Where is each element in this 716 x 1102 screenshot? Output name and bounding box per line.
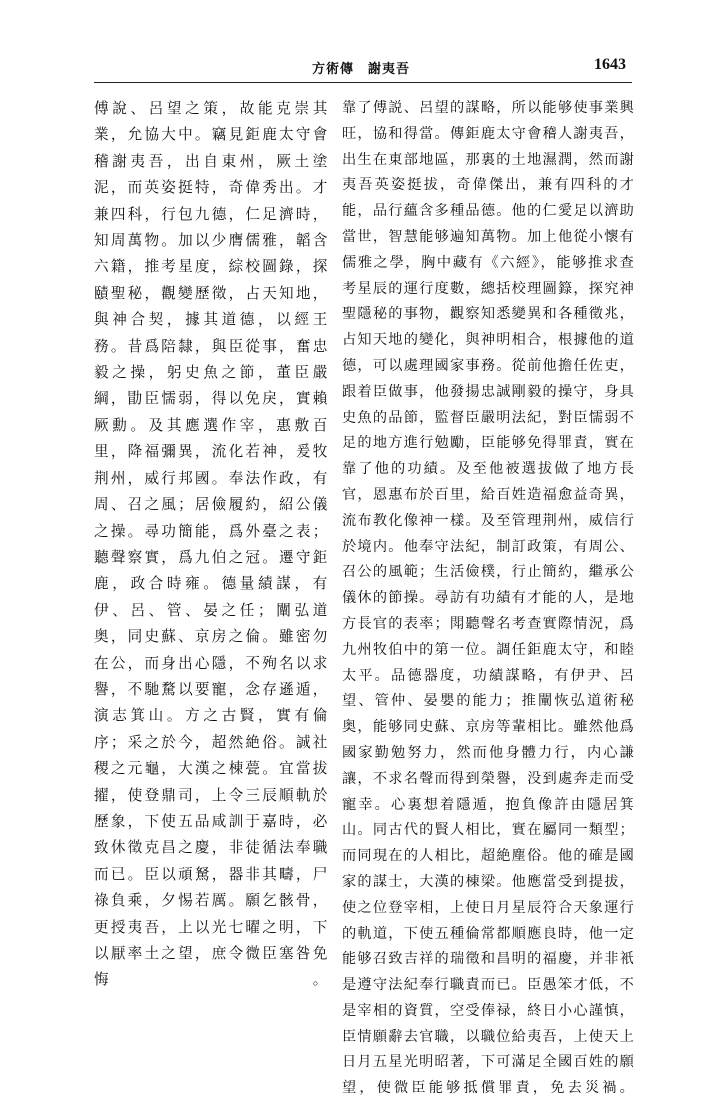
page-number: 1643: [594, 56, 626, 73]
header-rule: [94, 82, 632, 83]
page-header: [0, 58, 716, 84]
running-title: 方術傳 謝夷吾: [312, 62, 411, 77]
translation-text-column: 靠了傅説、呂望的謀略，所以能够使事業興 旺，協和得當。傳鉅鹿太守會稽人謝夷吾， 出生在東部地區，那裏的土地濕潤，然而謝 夷吾英姿挺拔，奇偉傑出，兼有四科的才 能，品行蘊含多種品德。他的仁愛足以濟助 當世，智慧能够遍知萬物。加上他從小懷有 儒雅之學，胸中藏有《六經》，能够推求查 考星辰的運行度數，總括校理圖籙，探究神 聖隱秘的事物，觀察知悉變異和各種徵兆， 占知天地的變化，與神明相合，根據他的道 德，可以處理國家事務。從前他擔任佐吏， 跟着臣做事，他發揚忠誠剛毅的操守，身具 史魚的品節，監督臣嚴明法紀，對臣懦弱不 足的地方進行勉勵，臣能够免得罪責，實在 靠了他的功績。及至他被選拔做了地方長 官，恩惠布於百里，給百姓造福愈益奇異， 流布教化像神一樣。及至管理荆州，威信行 於境内。他奉守法紀，制訂政策，有周公、 召公的風範；生活儉樸，行止簡約，繼承公 儀休的節操。尋訪有功績有才能的人，是地 方長官的表率；閗聽聲名考查實際情況，爲 九州牧伯中的第一位。調任鉅鹿太守，和睦 太平。品德器度，功績謀略，有伊尹、呂 望、管仲、晏嬰的能力；推闡恢弘道術秘 奥，能够同史蘇、京房等輩相比。雖然他爲 國家勤勉努力，然而他身體力行，内心謙 讓，不求名聲而得到榮譽，没到處奔走而受 寵幸。心裏想着隱遁，抱負像許由隱居箕 山。同古代的賢人相比，實在屬同一類型； 而同現在的人相比，超絶塵俗。他的確是國 家的謀士，大漢的棟梁。他應當受到提拔， 使之位登宰相，上使日月星辰符合天象運行 的軌道，下使五種倫常都順應良時，他一定 能够召致吉祥的瑞徵和昌明的福慶，并非衹 是遵守法紀奉行職責而已。臣愚笨才低，不 是宰相的資質，空受俸禄，終日小心謹慎， 臣情願辭去官職，以職位給夷吾，上使天上 日月五星光明昭著，下可滿足全國百姓的願 望，使微臣能够抵償罪責，免去災禍。: [342, 100, 634, 1097]
original-text-column: 傅說、呂望之策，故能克崇其 業，允協大中。竊見鉅鹿太守會 稽謝夷吾，出自東州，厥土塗 泥，而英姿挺特，奇偉秀出。才 兼四科，行包九德，仁足濟時， 知周萬物。加以少膺儒雅，韜含 六籍，推考星度，綜校圖錄，探 賾聖秘，觀變歷徵，占天知地， 與神合契，據其道德，以經王 務。昔爲陪隸，與臣從事，奮忠 毅之操，躬史魚之節，董臣嚴 綱，勖臣懦弱，得以免戾，實賴 厥勳。及其應選作宰，惠敷百 里，降福彌異，流化若神，爰牧 荆州，威行邦國。奉法作政，有 周、召之風；居儉履約，紹公儀 之操。尋功簡能，爲外臺之表； 聽聲察實，爲九伯之冠。遷守鉅 鹿，政合時雍。德量績謀，有 伊、呂、管、晏之任；闡弘道 奥，同史蘇、京房之倫。雖密勿 在公，而身出心隱，不殉名以求 譽，不馳騖以要寵，念存遜遁， 演志箕山。方之古賢，實有倫 序；采之於今，超然絶俗。誠社 稷之元龜，大漢之棟甍。宜當拔 擢，使登鼎司，上令三辰順軌於 歷象，下使五品咸訓于嘉時，必 致休徵克昌之慶，非徒循法奉職 而已。臣以頑駑，器非其疇，尸 祿負乘，夕惕若厲。願乞骸骨， 更授夷吾，上以光七曜之明，下 以厭率土之望，庶令微臣塞咎免 悔。: [94, 100, 328, 989]
